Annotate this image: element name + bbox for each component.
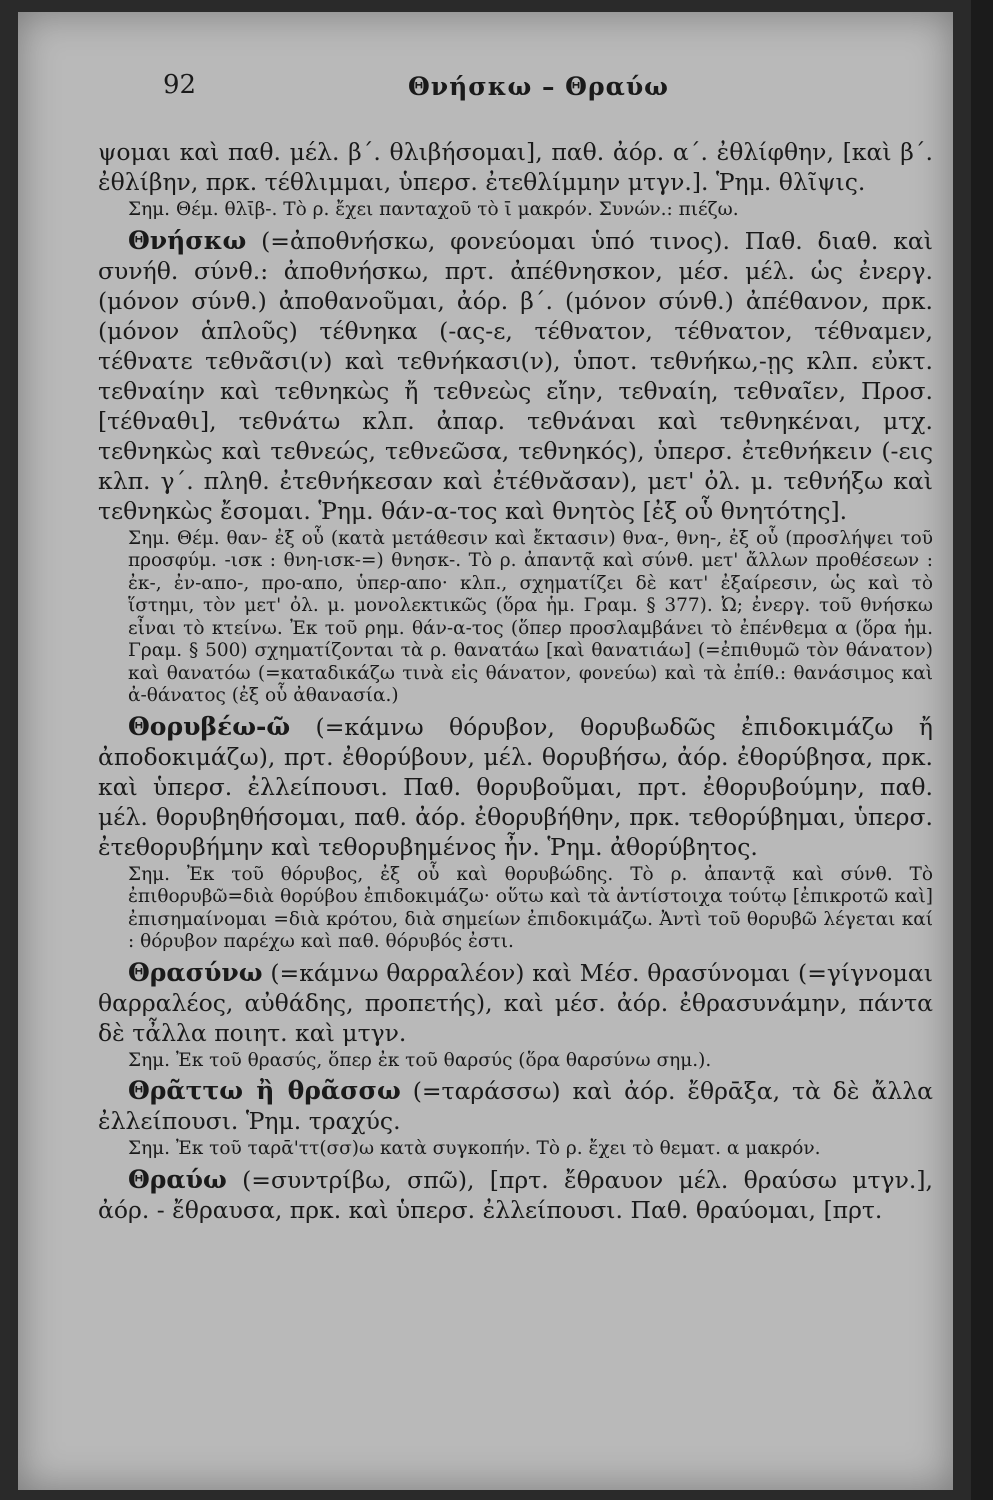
entry-body: (=ταράσσω) καὶ ἀόρ. ἔθρᾱξα, τὰ δὲ ἄλλα ἐλλείπουσι. Ῥημ. τραχύς. <box>98 1077 933 1135</box>
entry-note: Σημ. Θέμ. θλῑβ-. Τὸ ρ. ἔχει πανταχοῦ τὸ ῑ μακρόν. Συνών.: πιέζω. <box>128 199 739 220</box>
entry-lemma: Θνήσκω <box>128 225 247 255</box>
entry-text <box>98 712 933 862</box>
entry-note: Σημ. Θέμ. θαν- ἐξ οὗ (κατὰ μετάθεσιν καὶ ἔκτασιν) θνα-, θνη-, ἐξ οὗ (προσλήψει τοῦ προσφύμ. -ισκ : θνη-ισκ-=) θνησκ-. Τὸ ρ. ἀπαντᾷ καὶ σύνθ. μετ' ἄλλων προθέσεων : ἐκ-, ἐν-απο-, προ-απο, ὑπερ-απο· κλπ., σχηματίζει δὲ κατ' ἐξαίρεσιν, ὡς καὶ τὸ ἵστημι, τὸν μετ' ὀλ. μ. μονολεκτικῶς (ὅρα ἡμ. Γραμ. § 377). Ὠ; ἐνεργ. τοῦ θνήσκω εἶναι τὸ κτείνω. Ἐκ τοῦ ρημ. θάν-α-τος (ὅπερ προσλαμβάνει τὸ ἐπένθεμα α (ὅρα ἡμ. Γραμ. § 500) σχηματίζονται τὰ ρ. θανατάω [καὶ θανατιάω] (=ἐπιθυμῶ τὸν θάνατον) καὶ θανατόω (=καταδικάζω τινὰ εἰς θάνατον, φονεύω) καὶ τὰ ἐπίθ.: θανάσιμος καὶ ἀ-θάνατος (ἐξ οὗ ἀθανασία.) <box>128 527 933 706</box>
entry-note: Σημ. Ἐκ τοῦ θρασύς, ὅπερ ἐκ τοῦ θαρσύς (ὅρα θαρσύνω σημ.). <box>128 1049 712 1071</box>
entry-text <box>98 226 933 526</box>
running-head: Θνήσκω – Θραύω <box>408 72 669 101</box>
entry-note: Σημ. Ἐκ τοῦ θόρυβος, ἐξ οὗ καὶ θορυβώδης. Τὸ ρ. ἀπαντᾷ καὶ σύνθ. Τὸ ἐπιθορυβῶ=διὰ θορύβου ἐπιδοκιμάζω· οὕτω καὶ τὰ ἀντίστοιχα τούτῳ [ἐπικροτῶ καὶ] ἐπισημαίνομαι =διὰ κρότου, διὰ σημείων ἐπιδοκιμάζω. Ἀντὶ τοῦ θορυβῶ λέγεται καί : θόρυβον παρέχω καὶ παθ. θόρυβός ἐστι. <box>128 863 933 952</box>
entry-note: Σημ. Ἐκ τοῦ ταρᾱ'ττ(σσ)ω κατὰ συγκοπήν. Τὸ ρ. ἔχει τὸ θεματ. α μακρόν. <box>128 1138 821 1159</box>
page-number: 92 <box>163 70 197 100</box>
entry-lemma: Θρᾶττω ἢ θρᾶσσω <box>128 1076 401 1105</box>
entry-body: (=κάμνω θόρυβον, θορυβωδῶς ἐπιδοκιμάζω ἤ ἀποδοκιμάζω), πρτ. ἐθορύβουν, μέλ. θορυβήσω, ἀόρ. ἐθορύβησα, πρκ. καὶ ὑπερσ. ἐλλείπουσι. Παθ. θορυβοῦμαι, πρτ. ἐθορυβούμην, παθ. μέλ. θορυβηθήσομαι, παθ. ἀόρ. ἐθορυβήθην, πρκ. τεθορύβημαι, ὑπερσ. ἐτεθορυβήμην καὶ τεθορυβημένος ἦν. Ῥημ. ἀθορύβητος. <box>98 712 933 861</box>
entry-body: (=ἀποθνήσκω, φονεύομαι ὑπό τινος). Παθ. διαθ. καὶ συνήθ. σύνθ.: ἀποθνήσκω, πρτ. ἀπέθνησκον, μέσ. μέλ. ὡς ἐνεργ. (μόνον σύνθ.) ἀποθανοῦμαι, ἀόρ. β΄. (μόνον σύνθ.) ἀπέθανον, πρκ. (μόνον ἁπλοῦς) τέθνηκα (-ας-ε, τέθνατον, τέθνατον, τέθναμεν, τέθνατε τεθνᾶσι(ν) καὶ τεθνήκασι(ν), ὑποτ. τεθνήκω,-ῃς κλπ. εὐκτ. τεθναίην καὶ τεθνηκὼς ἤ τεθνεὼς εἴην, τεθναίη, τεθναῖεν, Προσ. [τέθναθι], τεθνάτω κλπ. ἀπαρ. τεθνάναι καὶ τεθνηκέναι, μτχ. τεθνηκὼς καὶ τεθνεώς, τεθνεῶσα, τεθνηκός), ὑπερσ. ἐτεθνήκειν (-εις κλπ. γ΄. πληθ. ἐτεθνήκεσαν καὶ ἐτέθνᾰσαν), μετ' ὀλ. μ. τεθνήξω καὶ τεθνηκὼς ἔσομαι. Ῥημ. θάν-α-τος καὶ θνητὸς [ἐξ οὗ θνητότης]. <box>98 226 933 525</box>
entry-lemma: Θραύω <box>128 1164 227 1194</box>
entry-text <box>98 137 933 197</box>
entry-body: ψομαι καὶ παθ. μέλ. β΄. θλιβήσομαι], παθ. ἀόρ. α΄. ἐθλίφθην, [καὶ β΄. ἐθλίβην, πρκ. τέθλιμμαι, ὑπερσ. ἐτεθλίμμην μτγν.]. Ῥημ. θλῖψις. <box>98 138 933 196</box>
page-header <box>163 70 923 110</box>
entry-body: (=συντρίβω, σπῶ), [πρτ. ἔθραυον μέλ. θραύσω μτγν.], ἀόρ. - ἔθραυσα, πρκ. καὶ ὑπερσ. ἐλλείπουσι. Παθ. θραύομαι, [πρτ. <box>98 1165 933 1224</box>
entry-body: (=κάμνω θαρραλέον) καὶ Μέσ. θρασύνομαι (=γίγνομαι θαρραλέος, αὐθάδης, προπετής), καὶ μέσ. ἀόρ. ἐθρασυνάμην, πάντα δὲ τἆλλα ποιητ. καὶ μτγν. <box>98 958 933 1047</box>
entry-text <box>98 1165 933 1225</box>
entry-text <box>98 1076 933 1136</box>
entry-text <box>98 958 933 1048</box>
page-edge-shadow <box>971 0 993 1500</box>
book-page <box>18 12 953 1490</box>
dictionary-body <box>98 137 933 1225</box>
entry-lemma: Θρασύνω <box>128 957 263 987</box>
entry-lemma: Θορυβέω-ῶ <box>128 711 291 741</box>
